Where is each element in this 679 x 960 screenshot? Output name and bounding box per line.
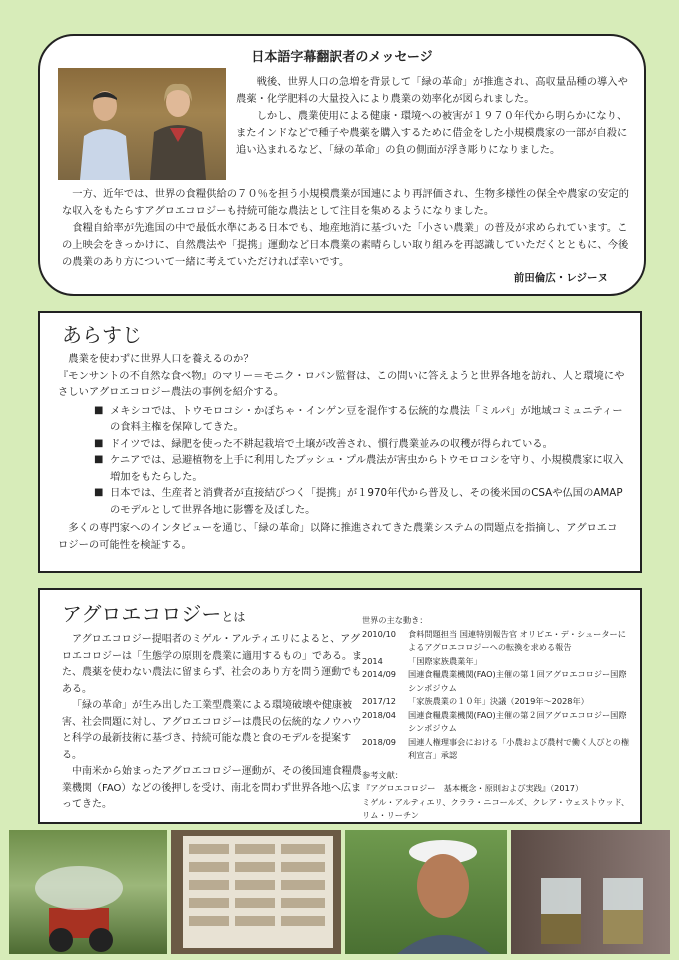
- seed-packets-icon: [171, 830, 341, 954]
- history-date: 2014/09: [362, 669, 397, 679]
- history-text: 「家族農業の１０年」決議（2019年〜2028年）: [408, 696, 589, 706]
- history-date: 2017/12: [362, 696, 397, 706]
- agro-paragraph: アグロエコロジー提唱者のミゲル・アルティエリによると、アグロエコロジーは「生態学の原則を農業に適用するもの」である。また、農薬を使わない農法に留まらず、社会のあり方を問う運動でもある。: [62, 634, 362, 695]
- message-signature: 前田倫広・レジーヌ: [513, 272, 608, 284]
- history-text: 国連食糧農業機関(FAO)主催の第１回アグロエコロジー国際シンポジウム: [408, 669, 627, 693]
- seed-display-photo: [171, 830, 341, 954]
- woman-figure: [150, 80, 206, 180]
- list-item: ■ ケニアでは、忌避植物を上手に利用したブッシュ・プル農法が害虫からトウモロコシを守り、小規模農家に収入増加をもたらした。: [94, 452, 626, 485]
- agro-heading-main: アグロエコロジー: [62, 602, 222, 626]
- message-paragraph: 食糧自給率が先進国の中で最低水準にある日本でも、地産地消に基づいた「小さい農業」の普及が求められています。この上映会をきっかけに、自然農法や「提携」運動など日本農業の素晴らしい取り組みを再認識していただくとともに、今後の農業のあり方について一緒に考えていただければ幸いです。: [62, 222, 629, 268]
- message-paragraph: 戦後、世界人口の急増を背景して「緑の革命」が推進され、高収量品種の導入や農薬・化学肥料の大量投入により農業の効率化が図られました。: [236, 76, 628, 105]
- agro-description: [62, 632, 362, 814]
- farmer-portrait-photo: [345, 830, 507, 954]
- translator-message-box: [38, 34, 646, 296]
- synopsis-body: [58, 351, 626, 553]
- history-date: 2014: [362, 655, 383, 666]
- history-date: 2018/04: [362, 709, 397, 720]
- soil-jars-photo: [511, 830, 670, 954]
- message-paragraph: しかし、農業使用による健康・環境への被害が１９７０年代から明らかになり、またインドなどで種子や農薬を購入するために借金をした小規模農家の一部が自殺に追い込まれるなど、「緑の革命」の負の側面が浮き彫りになりました。: [236, 110, 628, 156]
- list-item: ■ メキシコでは、トウモロコシ・かぼちゃ・インゲン豆を混作する伝統的な農法「ミルパ」が地域コミュニティーの食料主権を保障してきた。: [94, 403, 626, 436]
- agro-paragraph: 中南米から始まったアグロエコロジー運動が、その後国連食糧農業機関（FAO）などの後押しを受け、南北を問わず世界各地へ広まってきた。: [62, 766, 362, 810]
- agro-heading-suffix: とは: [221, 610, 246, 624]
- history-row: [362, 695, 634, 709]
- reference-item: ミゲル・アルティエリ、クララ・ニコールズ、クレア・ウェストウッド、リム・リーチン: [362, 796, 630, 820]
- synopsis-outro: 多くの専門家へのインタビューを通じ、「緑の革命」以降に推進されてきた農業システムの問題点を指摘し、アグロエコロジーの可能性を検証する。: [58, 522, 618, 551]
- history-row: [362, 668, 634, 695]
- history-row: [362, 628, 634, 655]
- list-item: ■ 日本では、生産者と消費者が直接結びつく「提携」が１970年代から普及し、その後米国のCSAや仏国のAMAPのモデルとして世界各地に影響を及ぼした。: [94, 485, 626, 518]
- photo-strip: [9, 830, 670, 954]
- history-date: 2018/09: [362, 736, 397, 747]
- history-row: [362, 655, 634, 669]
- message-title: 日本語字幕翻訳者のメッセージ: [251, 50, 433, 65]
- history-text: 国連食糧農業機関(FAO)主催の第２回アグロエコロジー国際シンポジウム: [408, 709, 627, 733]
- agro-heading: [62, 598, 245, 627]
- history-text: 食料問題担当 国連特別報告官 オリビエ・デ・シューターによるアグロエコロジーへの転換を求める報告: [408, 628, 626, 652]
- reference-item: 『アグロエコロジー 基本概念・原則および実践』（2017）: [362, 783, 584, 793]
- history-text: 「国際家族農業年」: [408, 655, 482, 666]
- translators-photo: [58, 68, 226, 180]
- list-item: ■ ドイツでは、緑肥を使った不耕起栽培で土壌が改善され、慣行農業並みの収穫が得られている。: [94, 436, 626, 453]
- message-full-text: [62, 186, 630, 271]
- agro-history-panel: [362, 614, 634, 823]
- synopsis-intro: 農業を使わずに世界人口を養えるのか？: [68, 353, 254, 365]
- history-row: [362, 709, 634, 736]
- agroecology-box: [38, 588, 642, 824]
- synopsis-intro: 『モンサントの不自然な食べ物』のマリー＝モニク・ロバン監督は、この問いに答えようと世界各地を訪れ、人と環境にやさしいアグロエコロジー農法の事例を紹介する。: [58, 369, 625, 398]
- jars-icon: [511, 830, 670, 954]
- synopsis-bullets: [58, 403, 626, 519]
- references-heading: 参考文献：: [362, 769, 403, 780]
- synopsis-box: [38, 311, 642, 573]
- history-heading: 世界の主な動き：: [362, 615, 428, 625]
- field-tractor-photo: [9, 830, 167, 954]
- synopsis-heading: あらすじ: [62, 323, 142, 347]
- message-right-text: [236, 74, 630, 159]
- message-paragraph: 一方、近年では、世界の食糧供給の７０％を担う小規模農業が国連により再評価され、生物多様性の保全や農家の安定的な収入をもたらすアグロエコロジーも持続可能な農法として注目を集めるようになりました。: [62, 188, 629, 217]
- tractor-icon: [9, 830, 167, 954]
- farmer-icon: [345, 830, 507, 954]
- history-date: 2010/10: [362, 628, 397, 639]
- man-figure: [80, 86, 130, 180]
- history-row: [362, 736, 634, 763]
- agro-paragraph: 「緑の革命」が生み出した工業型農業による環境破壊や健康被害、社会問題に対し、アグロエコロジーは農民の伝統的なノウハウと科学の最新技術に基づき、持続可能な農と食のモデルを提案する。: [62, 700, 362, 761]
- history-text: 国連人権理事会における「小農および農村で働く人びとの権利宣言」承認: [408, 736, 630, 760]
